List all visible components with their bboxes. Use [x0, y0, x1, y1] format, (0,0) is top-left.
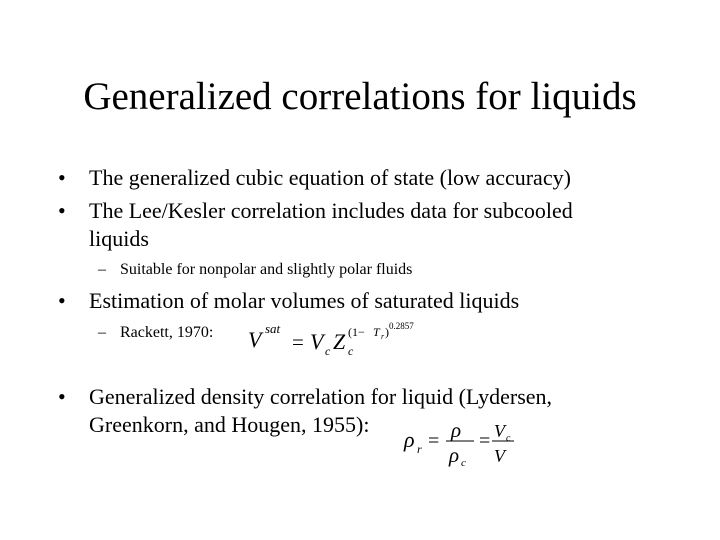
density-den2: V: [494, 446, 505, 466]
bullet-text-molar-volumes: Estimation of molar volumes of saturated liquids: [89, 288, 520, 313]
bullet-text-lee-kesler-line2: liquids: [89, 226, 149, 251]
bullet-text-cubic-eos: The generalized cubic equation of state (low accuracy): [89, 165, 571, 190]
rackett-rhs-v-sub: c: [325, 344, 331, 358]
sub-bullet-text-rackett: Rackett, 1970:: [120, 324, 214, 341]
rackett-rhs-z-sub: c: [348, 344, 354, 358]
bullet-text-lee-kesler-line1: The Lee/Kesler correlation includes data for subcooled: [89, 198, 573, 223]
rackett-equation-svg: [244, 318, 424, 358]
bullet-marker: •: [58, 288, 66, 313]
density-equals-2: =: [479, 430, 491, 452]
density-num2-sub: c: [506, 433, 511, 444]
rackett-equation: [244, 318, 424, 363]
slide-title: Generalized correlations for liquids: [83, 75, 637, 118]
rackett-rhs-v: V: [310, 329, 324, 354]
sub-bullet-marker: –: [98, 261, 106, 278]
bullet-text-density-line2: Greenkorn, and Hougen, 1955):: [89, 412, 370, 437]
density-rho-sub: r: [417, 442, 422, 456]
rackett-lhs-sup: sat: [265, 321, 281, 336]
bullet-text-density-line1: Generalized density correlation for liquid (Lydersen,: [89, 384, 553, 409]
sub-bullet-marker: –: [98, 324, 106, 341]
density-rho: ρ: [404, 427, 415, 452]
rackett-rhs-z: Z: [333, 329, 346, 354]
bullet-marker: •: [58, 165, 66, 190]
rackett-exp-open: (1−: [348, 325, 365, 339]
rackett-lhs-var: V: [248, 327, 262, 352]
bullet-marker: •: [58, 198, 66, 223]
density-den1-sub: c: [461, 457, 466, 469]
rackett-equals: =: [292, 330, 304, 354]
density-num2: V: [494, 421, 505, 441]
rackett-exp-t: T: [373, 325, 380, 339]
bullet-marker: •: [58, 384, 66, 409]
sub-bullet-text-nonpolar: Suitable for nonpolar and slightly polar fluids: [120, 261, 413, 278]
density-equation: [402, 416, 522, 477]
density-equation-svg: [402, 416, 522, 472]
rackett-exp-t-sub: r: [381, 332, 385, 341]
rackett-exp-power: 0.2857: [389, 321, 414, 331]
density-den1: ρ: [449, 443, 460, 467]
density-equals: =: [428, 430, 440, 452]
density-num1: ρ: [451, 418, 462, 442]
rackett-exp-close: ): [385, 325, 389, 339]
